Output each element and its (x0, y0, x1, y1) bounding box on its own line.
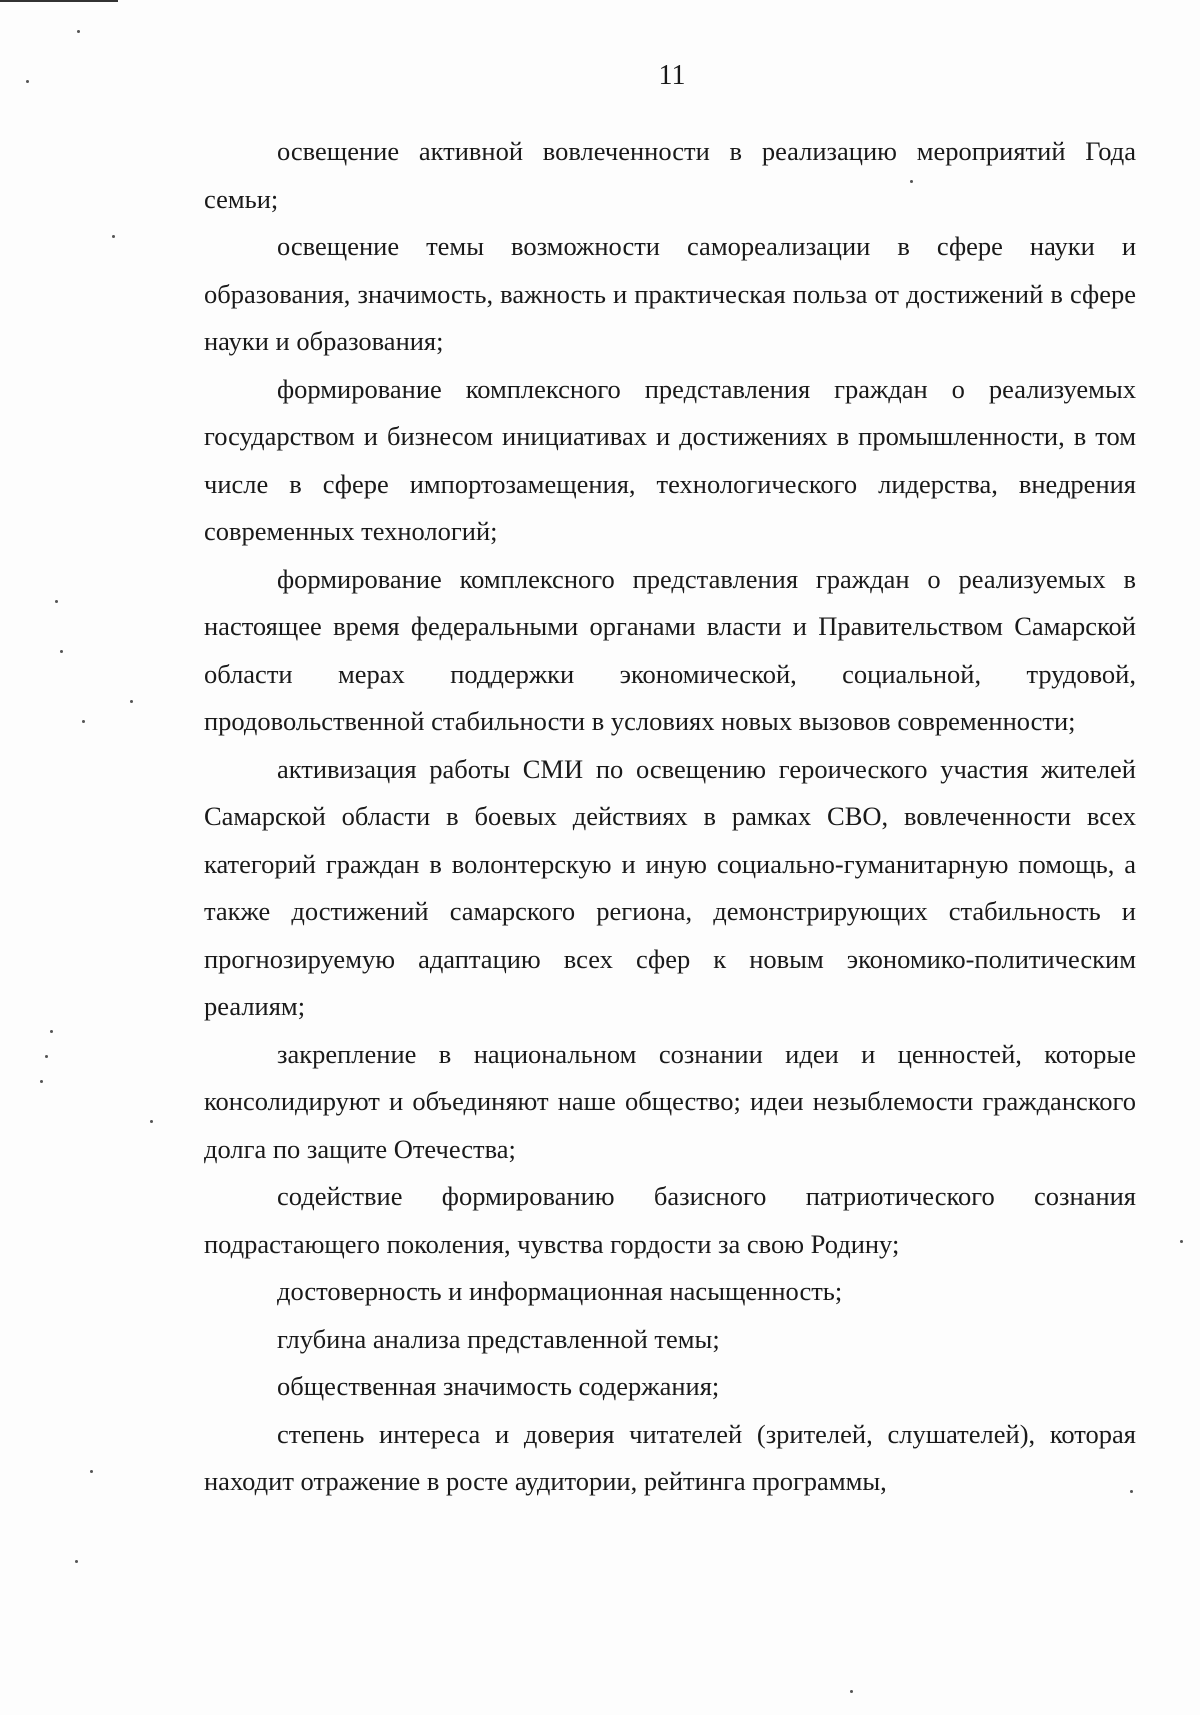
scan-speck (150, 1120, 153, 1123)
scan-speck (77, 30, 80, 33)
paragraph-industry-initiatives: формирование комплексного представления граждан о реализуемых государством и бизнесом инициативах и достижениях в промышленности, в том числе в сфере импортозамещения, технологического лидерства, внедрения современных технологий; (204, 373, 1136, 546)
paragraph-national-values: закрепление в национальном сознании идеи и ценностей, которые консолидируют и объединяют наше общество; идеи незыблемости гражданского долга по защите Отечества; (204, 1038, 1136, 1164)
scan-speck (75, 1560, 78, 1563)
scan-speck (90, 1470, 93, 1473)
scan-speck (112, 235, 115, 238)
scan-speck (1180, 1240, 1183, 1243)
paragraph-public-significance: общественная значимость содержания; (277, 1371, 720, 1401)
scan-speck (55, 600, 58, 603)
paragraph-patriotic-awareness: содействие формированию базисного патриотического сознания подрастающего поколения, чувства гордости за свою Родину; (204, 1181, 1136, 1259)
scan-speck (45, 1055, 48, 1058)
scan-speck (1130, 1490, 1133, 1493)
paragraph-reliability: достоверность и информационная насыщенность; (277, 1276, 843, 1306)
scan-speck (50, 1030, 53, 1033)
scan-speck (26, 80, 29, 83)
scan-speck (130, 700, 133, 703)
paragraph-media-activation: активизация работы СМИ по освещению героического участия жителей Самарской области в боевых действиях в рамках СВО, вовлеченности всех категорий граждан в волонтерскую и иную социально-гуманитарную помощь, а также достижений самарского региона, демонстрирующих стабильность и прогнозируемую адаптацию всех сфер к новым экономико-политическим реалиям; (204, 753, 1136, 1021)
scan-speck (60, 650, 63, 653)
scan-speck (82, 720, 85, 723)
paragraph-support-measures: формирование комплексного представления граждан о реализуемых в настоящее время федеральными органами власти и Правительством Самарской области мерах поддержки экономической, социальной, трудовой, продовольственной стабильности в условиях новых вызовов современности; (204, 563, 1136, 736)
page-number: 11 (658, 60, 686, 91)
paragraph-analysis-depth: глубина анализа представленной темы; (277, 1323, 720, 1354)
scan-speck (910, 180, 913, 183)
scan-speck (40, 1080, 43, 1083)
paragraph-science-education: освещение темы возможности самореализации в сфере науки и образования, значимость, важность и практическая польза от достижений в сфере науки и образования; (204, 231, 1136, 356)
paragraph-audience-interest: степень интереса и доверия читателей (зрителей, слушателей), которая находит отражение в росте аудитории, рейтинга программы, (204, 1418, 1136, 1496)
scan-edge-line (0, 0, 118, 2)
scan-speck (850, 1690, 853, 1693)
paragraph-family-year: освещение активной вовлеченности в реализацию мероприятий Года семьи; (204, 136, 1136, 214)
document-body (204, 128, 1136, 1506)
